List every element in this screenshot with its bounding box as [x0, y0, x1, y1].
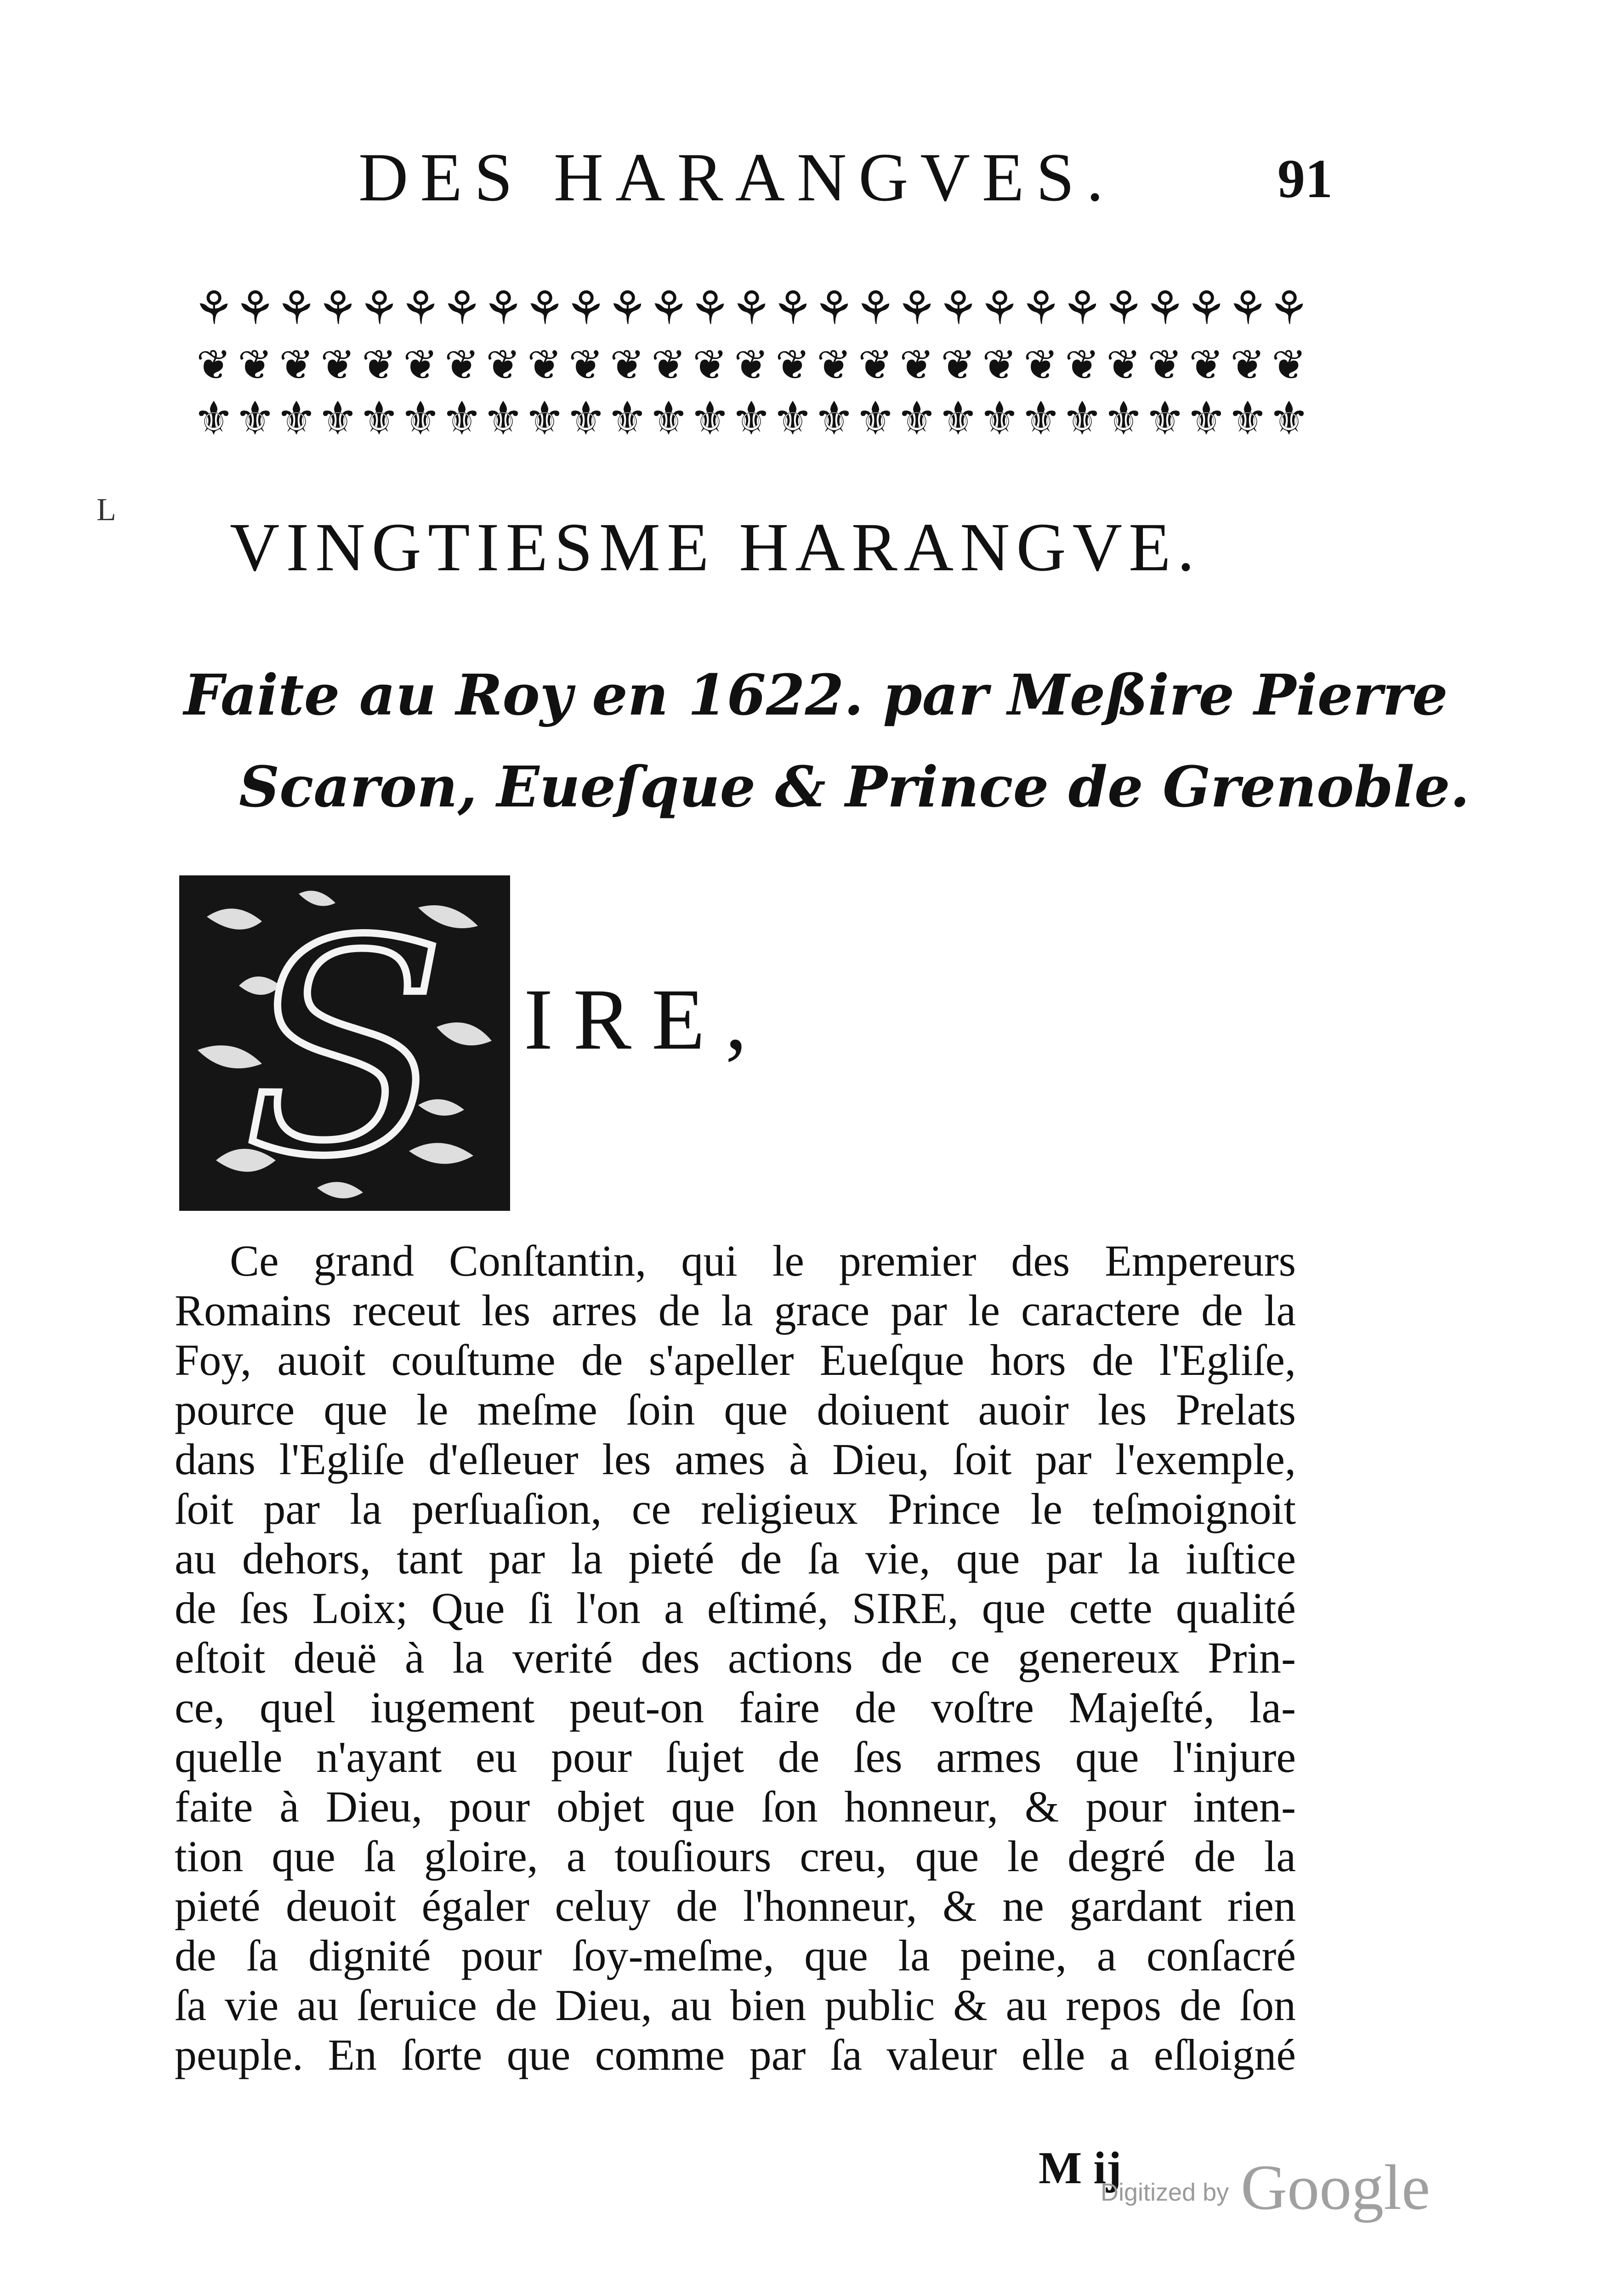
fleuron-icon: ⚘ — [1144, 281, 1186, 335]
fleuron-icon: ⚜ — [855, 392, 896, 445]
fleuron-icon: ❦ — [362, 341, 397, 389]
body-line: de ſa dignité pour ſoy-meſme, que la peine, a conſacré — [175, 1931, 1296, 1980]
fleuron-icon: ❦ — [1189, 341, 1224, 389]
fleuron-icon: ❦ — [527, 341, 562, 389]
fleuron-icon: ⚘ — [524, 281, 565, 335]
running-head: DES HARANGVES. — [358, 139, 1116, 216]
fleuron-icon: ❦ — [196, 341, 231, 389]
fleuron-icon: ⚘ — [731, 281, 772, 335]
salutation: IRE, — [524, 971, 767, 1068]
fleuron-icon: ⚜ — [1020, 392, 1062, 445]
fleuron-icon: ❦ — [734, 341, 769, 389]
fleuron-icon: ⚜ — [565, 392, 607, 445]
fleuron-icon: ⚘ — [937, 281, 979, 335]
fleuron-icon: ❦ — [982, 341, 1017, 389]
body-line: Foy, auoit couſtume de s'apeller Eueſque hors de l'Egliſe, — [175, 1335, 1296, 1385]
fleuron-icon: ⚘ — [648, 281, 689, 335]
fleuron-icon: ⚜ — [772, 392, 813, 445]
fleuron-icon: ❦ — [238, 341, 273, 389]
fleuron-icon: ⚜ — [483, 392, 524, 445]
fleuron-icon: ⚘ — [855, 281, 896, 335]
fleuron-icon: ❦ — [775, 341, 810, 389]
body-line: pieté deuoit égaler celuy de l'honneur, & ne gardant rien — [175, 1881, 1296, 1930]
fleuron-icon: ⚜ — [1062, 392, 1103, 445]
body-line: Ce grand Conſtantin, qui le premier des Empereurs — [230, 1236, 1296, 1285]
fleuron-icon: ⚘ — [234, 281, 276, 335]
subtitle-line: Scaron, Eueſque & Prince de Grenoble. — [239, 754, 1470, 820]
fleuron-icon: ❦ — [817, 341, 852, 389]
fleuron-icon: ❦ — [651, 341, 686, 389]
fleuron-icon: ❦ — [444, 341, 479, 389]
fleuron-icon: ⚜ — [1227, 392, 1268, 445]
page-number: 91 — [1278, 148, 1333, 209]
initial-letter: S — [244, 878, 446, 1211]
fleuron-icon: ❦ — [941, 341, 976, 389]
body-line: ſa vie au ſeruice de Dieu, au bien public & au repos de ſon — [175, 1981, 1296, 2030]
fleuron-icon: ⚘ — [441, 281, 483, 335]
foliate-initial-s-icon — [179, 875, 510, 1211]
fleuron-icon: ❦ — [610, 341, 645, 389]
fleuron-icon: ⚜ — [731, 392, 772, 445]
fleuron-icon: ⚘ — [1020, 281, 1062, 335]
fleuron-icon: ⚜ — [607, 392, 648, 445]
fleuron-icon: ⚜ — [896, 392, 937, 445]
fleuron-icon: ⚘ — [193, 281, 234, 335]
fleuron-icon: ⚜ — [400, 392, 441, 445]
fleuron-icon: ⚘ — [1227, 281, 1268, 335]
fleuron-icon: ⚜ — [1268, 392, 1310, 445]
fleuron-icon: ⚘ — [276, 281, 317, 335]
body-line: ce, quel iugement peut-on faire de voſtre Majeſté, la- — [175, 1683, 1296, 1732]
fleuron-icon: ⚜ — [276, 392, 317, 445]
fleuron-icon: ⚜ — [441, 392, 483, 445]
body-line: quelle n'ayant eu pour ſujet de ſes armes que l'injure — [175, 1732, 1296, 1782]
fleuron-icon: ⚜ — [317, 392, 358, 445]
fleuron-icon: ⚘ — [1103, 281, 1144, 335]
fleuron-icon: ⚜ — [648, 392, 689, 445]
fleuron-icon: ⚘ — [896, 281, 937, 335]
subtitle-line: Faite au Roy en 1622. par Meßire Pierre — [184, 662, 1448, 728]
body-paragraph — [175, 1236, 1296, 2080]
fleuron-icon: ⚘ — [358, 281, 400, 335]
fleuron-icon: ⚘ — [607, 281, 648, 335]
fleuron-icon: ❦ — [1023, 341, 1058, 389]
digitized-by-label: Digitized by — [1101, 2179, 1229, 2206]
fleuron-icon: ❦ — [858, 341, 893, 389]
fleuron-icon: ⚜ — [1103, 392, 1144, 445]
fleuron-icon: ⚜ — [1186, 392, 1227, 445]
fleuron-icon: ❦ — [1147, 341, 1182, 389]
fleuron-icon: ❦ — [279, 341, 314, 389]
fleuron-band-icon — [193, 271, 1333, 450]
fleuron-icon: ⚜ — [937, 392, 979, 445]
fleuron-icon: ❦ — [1065, 341, 1100, 389]
fleuron-icon: ❦ — [899, 341, 934, 389]
body-line: ſoit par la perſuaſion, ce religieux Prince le teſmoignoit — [175, 1484, 1296, 1533]
google-logo: Google — [1241, 2152, 1431, 2223]
fleuron-icon: ❦ — [486, 341, 521, 389]
fleuron-icon: ⚘ — [689, 281, 731, 335]
margin-mark: L — [97, 492, 116, 528]
fleuron-icon: ⚘ — [979, 281, 1020, 335]
fleuron-icon: ⚘ — [317, 281, 358, 335]
body-line: de ſes Loix; Que ſi l'on a eſtimé, SIRE, que cette qualité — [175, 1584, 1296, 1633]
fleuron-icon: ❦ — [320, 341, 355, 389]
body-line: eſtoit deuë à la verité des actions de ce genereux Prin- — [175, 1633, 1296, 1682]
fleuron-icon: ❦ — [403, 341, 438, 389]
fleuron-icon: ⚘ — [1186, 281, 1227, 335]
body-line: Romains receut les arres de la grace par le caractere de la — [175, 1286, 1296, 1335]
body-line: au dehors, tant par la pieté de ſa vie, que par la iuſtice — [175, 1534, 1296, 1583]
body-line: faite à Dieu, pour objet que ſon honneur, & pour inten- — [175, 1782, 1296, 1831]
fleuron-icon: ⚜ — [358, 392, 400, 445]
fleuron-icon: ❦ — [1272, 341, 1306, 389]
fleuron-icon: ⚜ — [524, 392, 565, 445]
body-line: tion que ſa gloire, a touſiours creu, que le degré de la — [175, 1832, 1296, 1881]
fleuron-icon: ⚜ — [1144, 392, 1186, 445]
fleuron-icon: ⚜ — [689, 392, 731, 445]
signature-mark: M ij — [1039, 2142, 1122, 2193]
fleuron-icon: ❦ — [1106, 341, 1141, 389]
harangue-title: VINGTIESME HARANGVE. — [230, 509, 1201, 585]
fleuron-icon: ❦ — [568, 341, 603, 389]
fleuron-icon: ⚜ — [193, 392, 234, 445]
fleuron-icon: ⚘ — [400, 281, 441, 335]
fleuron-icon: ⚜ — [234, 392, 276, 445]
fleuron-icon: ⚜ — [979, 392, 1020, 445]
body-line: dans l'Egliſe d'eſleuer les ames à Dieu, ſoit par l'exemple, — [175, 1435, 1296, 1484]
body-line: pource que le meſme ſoin que doiuent auoir les Prelats — [175, 1385, 1296, 1434]
fleuron-icon: ⚘ — [1268, 281, 1310, 335]
fleuron-icon: ⚘ — [565, 281, 607, 335]
fleuron-icon: ❦ — [693, 341, 727, 389]
fleuron-icon: ⚜ — [813, 392, 855, 445]
fleuron-icon: ⚘ — [483, 281, 524, 335]
fleuron-icon: ❦ — [1230, 341, 1265, 389]
fleuron-icon: ⚘ — [772, 281, 813, 335]
body-line: peuple. En ſorte que comme par ſa valeur elle a eſloigné — [175, 2030, 1296, 2079]
fleuron-icon: ⚘ — [813, 281, 855, 335]
fleuron-icon: ⚘ — [1062, 281, 1103, 335]
